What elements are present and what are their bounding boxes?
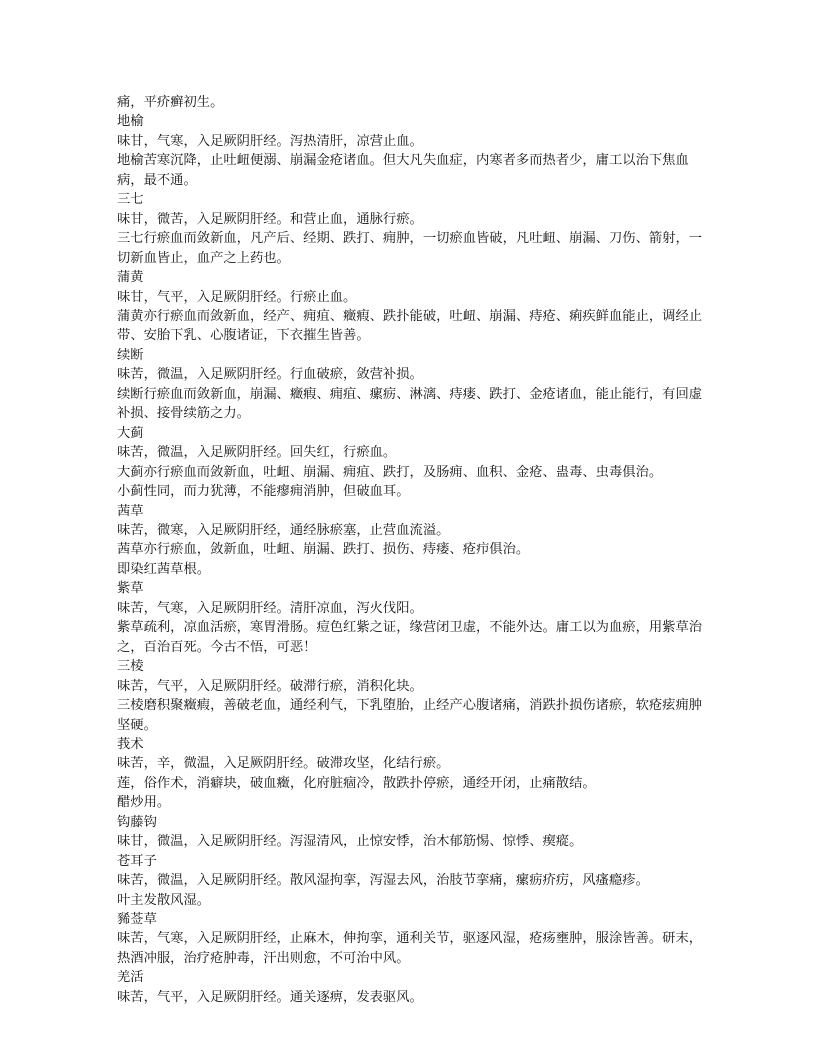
text-line: 茜草亦行瘀血，敛新血，吐衄、崩漏、跌打、损伤、痔瘘、疮疖俱治。 bbox=[117, 542, 530, 558]
text-line: 紫草疏利，凉血活瘀，寒胃滑肠。痘色红紫之证，缘营闭卫虚，不能外达。庸工以为血瘀，用紫草治之，百治百死。今古不悟，可恶！ bbox=[117, 620, 703, 655]
text-line: 味苦，气寒，入足厥阴肝经，止麻木，伸拘挛，通利关节，驱逐风湿，疮疡壅肿，服涂皆善。研末，热酒冲服，治疗疮肿毒，汗出则愈，不可治中风。 bbox=[117, 931, 703, 966]
text-line: 莲，俗作术，消癖块，破血癥，化府脏痼冷，散跌扑停瘀，通经开闭，止痛散结。 bbox=[117, 775, 596, 791]
herb-heading: 三棱 bbox=[117, 659, 144, 675]
text-line: 醋炒用。 bbox=[117, 795, 171, 811]
herb-heading: 羌活 bbox=[117, 970, 144, 986]
text-line: 味苦，微温，入足厥阴肝经。行血破瘀，敛营补损。 bbox=[117, 367, 423, 383]
herb-heading: 豨莶草 bbox=[117, 912, 157, 928]
herb-heading: 茜草 bbox=[117, 503, 144, 519]
herb-heading: 大蓟 bbox=[117, 425, 144, 441]
text-line: 味苦，微寒，入足厥阴肝经，通经脉瘀塞，止营血流溢。 bbox=[117, 522, 450, 538]
text-line: 即染红茜草根。 bbox=[117, 561, 211, 577]
herb-heading: 续断 bbox=[117, 347, 144, 363]
text-line: 地榆苦寒沉降，止吐衄便溺、崩漏金疮诸血。但大凡失血症，内寒者多而热者少，庸工以治下焦血病，最不通。 bbox=[117, 153, 689, 188]
herb-heading: 地榆 bbox=[117, 114, 144, 130]
text-line: 味甘，气平，入足厥阴肝经。行瘀止血。 bbox=[117, 289, 357, 305]
herb-heading: 紫草 bbox=[117, 581, 144, 597]
text-line: 叶主发散风湿。 bbox=[117, 892, 211, 908]
herb-heading: 苍耳子 bbox=[117, 853, 157, 869]
text-line: 味甘，微苦，入足厥阴肝经。和营止血，通脉行瘀。 bbox=[117, 211, 423, 227]
text-line: 大蓟亦行瘀血而敛新血，吐衄、崩漏、痈疽、跌打，及肠痈、血积、金疮、蛊毒、虫毒俱治。 bbox=[117, 464, 663, 480]
herb-heading: 钩藤钩 bbox=[117, 814, 157, 830]
text-line: 味苦，辛，微温，入足厥阴肝经。破滞攻坚，化结行瘀。 bbox=[117, 756, 450, 772]
herb-heading: 三七 bbox=[117, 192, 144, 208]
text-line: 味甘，微温，入足厥阴肝经。泻湿清风，止惊安悸，治木郁筋惕、惊悸、瘈瘲。 bbox=[117, 834, 583, 850]
text-line: 小蓟性同，而力犹薄，不能瘳痈消肿，但破血耳。 bbox=[117, 484, 410, 500]
text-line: 痛，平疥癣初生。 bbox=[117, 95, 224, 110]
text-line: 续断行瘀血而敛新血，崩漏、癥瘕、痈疽、瘰疬、淋漓、痔瘘、跌打、金疮诸血，能止能行，有回虚补损、接骨续筋之力。 bbox=[117, 386, 703, 422]
text-line: 蒲黄亦行瘀血而敛新血，经产、痈疽、癥瘕、跌扑能破，吐衄、崩漏、痔疮、痢疾鲜血能止，调经止带、安胎下乳、心腹诸证，下衣摧生皆善。 bbox=[117, 308, 703, 344]
text-line: 味甘，气寒，入足厥阴肝经。泻热清肝，凉营止血。 bbox=[117, 133, 423, 149]
herb-heading: 蒲黄 bbox=[117, 270, 144, 286]
text-line: 三棱磨积聚癥瘕，善破老血，通经利气，下乳堕胎，止经产心腹诸痛，消跌扑损伤诸瘀，软疮痃痈肿坚硬。 bbox=[117, 698, 703, 733]
text-line: 味苦，微温，入足厥阴肝经。回失红，行瘀血。 bbox=[117, 445, 397, 461]
text-line: 味苦，气平，入足厥阴肝经。通关逐痹，发表驱风。 bbox=[117, 989, 423, 1005]
text-line: 味苦，气平，入足厥阴肝经。破滞行瘀，消积化块。 bbox=[117, 678, 423, 694]
text-line: 三七行瘀血而敛新血，凡产后、经期、跌打、痈肿，一切瘀血皆破，凡吐衄、崩漏、刀伤、箭射，一切新血皆止，血产之上药也。 bbox=[117, 231, 703, 266]
document-page bbox=[117, 93, 705, 1007]
text-line: 味苦，微温，入足厥阴肝经。散风湿拘挛，泻湿去风，治肢节挛痛，瘰疬疥疠，风瘙瘾疹。 bbox=[117, 873, 649, 889]
herb-heading: 莪术 bbox=[117, 736, 144, 752]
text-line: 味苦，气寒，入足厥阴肝经。清肝凉血，泻火伐阳。 bbox=[117, 600, 423, 616]
